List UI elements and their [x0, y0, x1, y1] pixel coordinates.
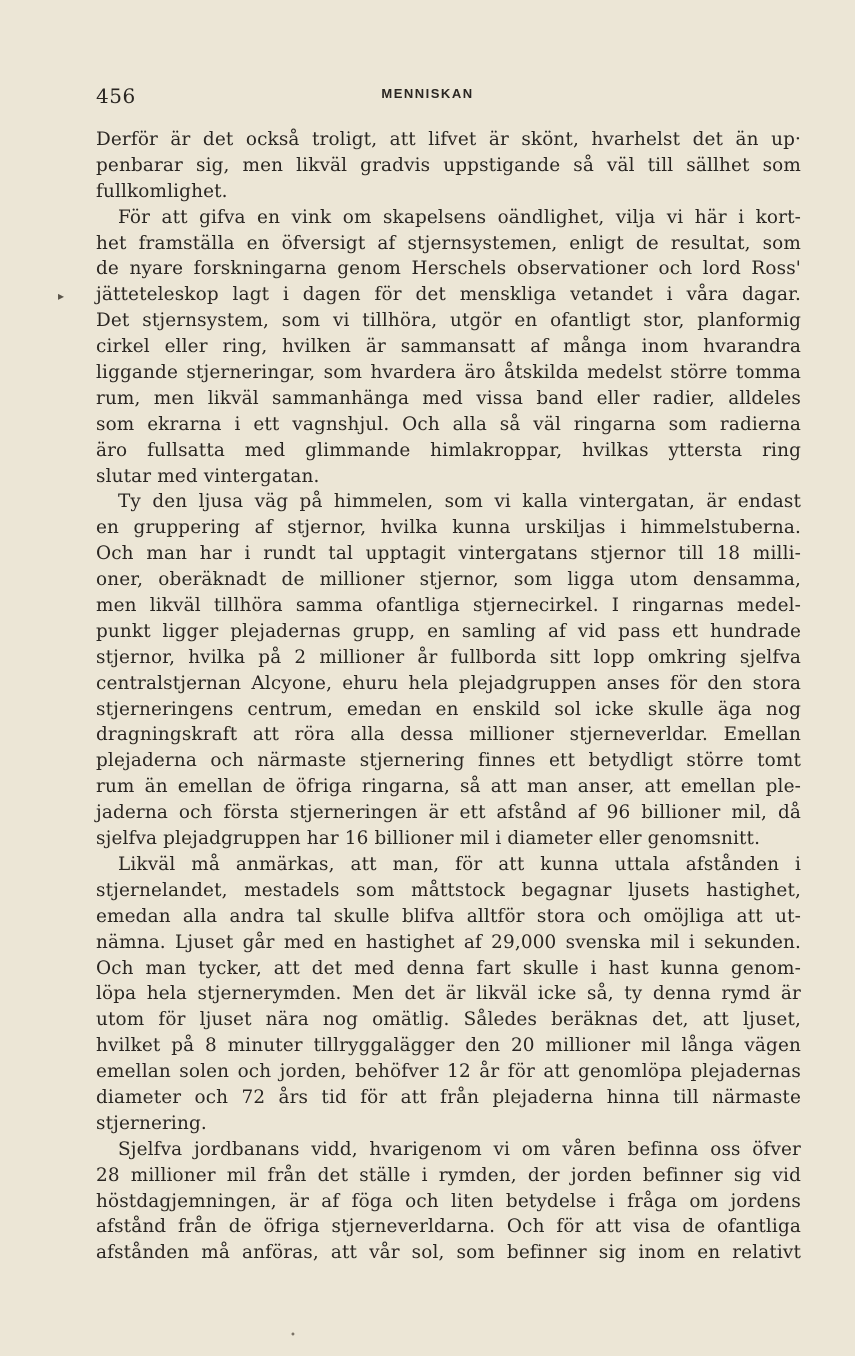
running-head: MENNISKAN: [381, 86, 474, 101]
text-line: löpa hela stjernerymden. Men det är likväl icke så, ty denna rymd är: [96, 983, 801, 1005]
page-number: 456: [96, 84, 136, 108]
text-line: fullkomlighet.: [96, 180, 228, 202]
bottom-mark: •: [290, 1330, 296, 1341]
text-line: utom för ljuset nära nog omätlig. Således beräknas det, att ljuset,: [96, 1009, 801, 1031]
text-line: stjernelandet, mestadels som måttstock begagnar ljusets hastighet,: [96, 879, 801, 901]
text-line: diameter och 72 års tid för att från plejaderna hinna till närmaste: [96, 1086, 801, 1108]
text-line: plejaderna och närmaste stjernering finnes ett betydligt större tomt: [96, 750, 801, 772]
text-line: Derför är det också troligt, att lifvet är skönt, hvarhelst det än up·: [96, 129, 801, 150]
text-line: afstånden må anföras, att vår sol, som befinner sig inom en relativt: [96, 1242, 801, 1264]
text-line: Det stjernsystem, som vi tillhöra, utgör en ofantligt stor, planformig: [96, 310, 801, 332]
text-line: liggande stjerneringar, som hvardera äro åtskilda medelst större tomma: [96, 362, 801, 384]
text-line: Sjelfva jordbanans vidd, hvarigenom vi om våren befinna oss öfver: [118, 1138, 801, 1160]
text-line: het framställa en öfversigt af stjernsystemen, enligt de resultat, som: [96, 232, 801, 254]
text-line: rum än emellan de öfriga ringarna, så att man anser, att emellan ple-: [96, 776, 801, 798]
text-line: rum, men likväl sammanhänga med vissa band eller radier, alldeles: [96, 387, 801, 409]
text-line: centralstjernan Alcyone, ehuru hela plejadgruppen anses för den stora: [96, 672, 801, 694]
text-line: slutar med vintergatan.: [96, 465, 320, 487]
text-line: de nyare forskningarna genom Herschels observationer och lord Ross': [96, 258, 801, 280]
text-line: Och man tycker, att det med denna fart skulle i hast kunna genom-: [96, 957, 801, 979]
body-text: [96, 127, 801, 1266]
text-line: som ekrarna i ett vagnshjul. Och alla så väl ringarna som radierna: [96, 413, 801, 435]
text-line: Likväl må anmärkas, att man, för att kunna uttala afstånden i: [118, 853, 801, 875]
text-line: punkt ligger plejadernas grupp, en samling af vid pass ett hundrade: [96, 620, 801, 642]
text-line: oner, oberäknadt de millioner stjernor, som ligga utom densamma,: [96, 569, 801, 591]
text-line: penbarar sig, men likväl gradvis uppstigande så väl till sällhet som: [96, 154, 801, 176]
margin-mark: ▸: [58, 289, 65, 303]
text-line: afstånd från de öfriga stjerneverldarna. Och för att visa de ofantliga: [96, 1216, 801, 1238]
text-line: en gruppering af stjernor, hvilka kunna urskiljas i himmelstuberna.: [96, 517, 801, 539]
text-line: stjernor, hvilka på 2 millioner år fullborda sitt lopp omkring sjelfva: [96, 646, 801, 668]
text-line: cirkel eller ring, hvilken är sammansatt af många inom hvarandra: [96, 336, 801, 358]
text-line: äro fullsatta med glimmande himlakroppar, hvilkas yttersta ring: [96, 439, 801, 461]
text-line: hvilket på 8 minuter tillryggalägger den 20 millioner mil långa vägen: [96, 1035, 801, 1057]
text-line: stjernering.: [96, 1112, 207, 1134]
text-line: emedan alla andra tal skulle blifva alltför stora och omöjliga att ut-: [96, 905, 801, 927]
text-line: jaderna och första stjerneringen är ett afstånd af 96 billioner mil, då: [96, 802, 801, 824]
text-line: jätteteleskop lagt i dagen för det menskliga vetandet i våra dagar.: [96, 284, 801, 306]
text-line: sjelfva plejadgruppen har 16 billioner mil i diameter eller genomsnitt.: [96, 828, 761, 850]
text-line: dragningskraft att röra alla dessa millioner stjerneverldar. Emellan: [96, 724, 801, 746]
text-line: emellan solen och jorden, behöfver 12 år för att genomlöpa plejadernas: [96, 1061, 801, 1083]
text-line: För att gifva en vink om skapelsens oändlighet, vilja vi här i kort-: [118, 206, 801, 228]
text-line: men likväl tillhöra samma ofantliga stjernecirkel. I ringarnas medel-: [96, 595, 801, 617]
text-line: 28 millioner mil från det ställe i rymden, der jorden befinner sig vid: [96, 1164, 801, 1186]
text-line: Och man har i rundt tal upptagit vintergatans stjernor till 18 milli-: [96, 543, 801, 565]
text-line: Ty den ljusa väg på himmelen, som vi kalla vintergatan, är endast: [118, 491, 801, 513]
text-line: höstdagjemningen, är af föga och liten betydelse i fråga om jordens: [96, 1190, 801, 1212]
text-line: stjerneringens centrum, emedan en enskild sol icke skulle äga nog: [96, 698, 801, 720]
text-line: nämna. Ljuset går med en hastighet af 29,000 svenska mil i sekunden.: [96, 931, 801, 953]
